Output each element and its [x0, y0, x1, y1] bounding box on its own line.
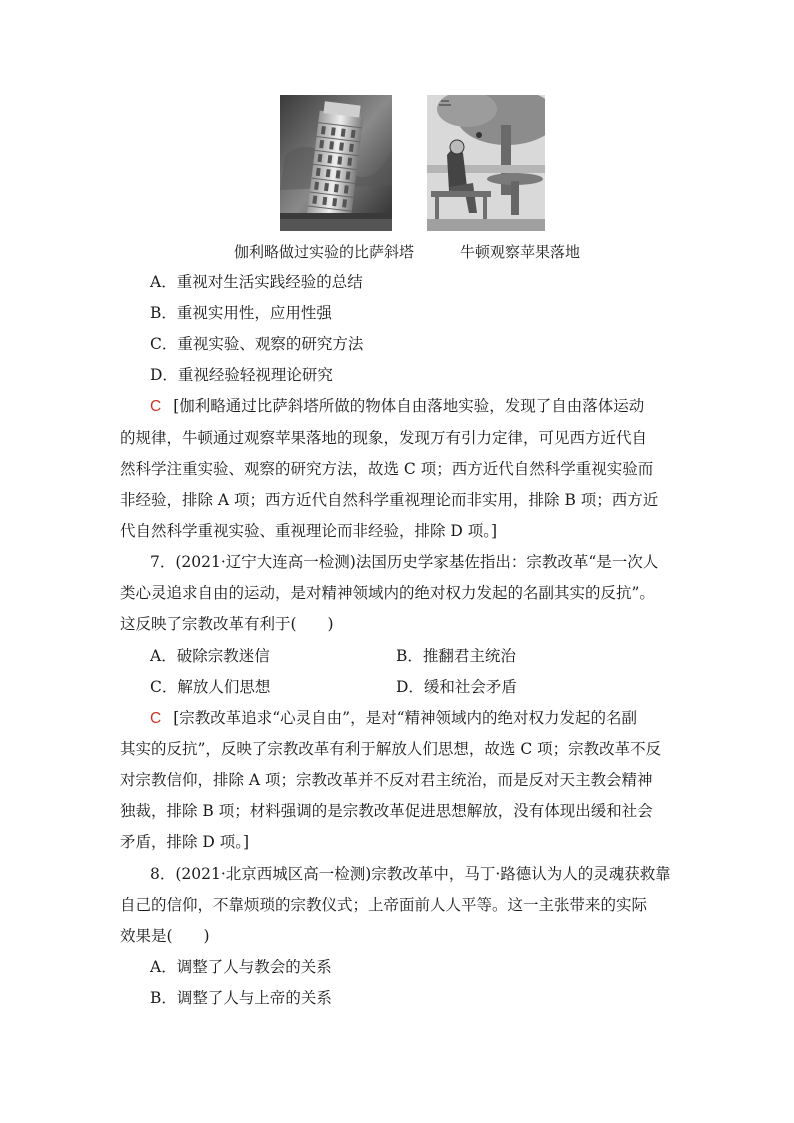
- q7-explanation-line-5: 矛盾，排除 D 项。]: [120, 833, 250, 851]
- q7-explanation-line-1: [宗教改革追求“心灵自由”，是对“精神领域内的绝对权力发起的名副: [173, 709, 638, 727]
- leaning-tower-of-pisa-photo: [280, 95, 392, 231]
- q8-option-b: B．调整了人与上帝的关系: [150, 989, 332, 1007]
- q8-stem-line-2: 自己的信仰，不靠烦琐的宗教仪式；上帝面前人人平等。这一主张带来的实际: [120, 896, 648, 914]
- q6-explanation-line-3: 然科学注重实验、观察的研究方法，故选 C 项；西方近代自然科学重视实验而: [120, 460, 654, 478]
- q8-option-a: A．调整了人与教会的关系: [150, 958, 332, 976]
- q7-option-c: C．解放人们思想: [150, 678, 271, 696]
- q7-option-b: B．推翻君主统治: [396, 647, 516, 665]
- q6-option-c: C．重视实验、观察的研究方法: [150, 335, 364, 353]
- q6-option-d: D．重视经验轻视理论研究: [150, 366, 333, 384]
- q7-stem-line-3: 这反映了宗教改革有利于( ): [120, 615, 334, 633]
- q6-explanation-line-2: 的规律，牛顿通过观察苹果落地的现象，发现万有引力定律，可见西方近代自: [120, 429, 648, 447]
- q6-explanation-line-4: 非经验，排除 A 项；西方近代自然科学重视理论而非实用，排除 B 项；西方近: [120, 491, 659, 509]
- q6-option-b: B．重视实用性，应用性强: [150, 304, 332, 322]
- q6-explanation-line-5: 代自然科学重视实验、重视理论而非经验，排除 D 项。]: [120, 522, 498, 540]
- figure-caption-right: 牛顿观察苹果落地: [460, 243, 581, 261]
- q7-explanation-line-3: 对宗教信仰，排除 A 项；宗教改革并不反对君主统治，而是反对天主教会精神: [120, 771, 653, 789]
- q6-explanation-line-1: [伽利略通过比萨斜塔所做的物体自由落地实验，发现了自由落体运动: [173, 397, 645, 415]
- q8-stem-line-3: 效果是( ): [120, 927, 210, 945]
- q7-explanation-line-4: 独裁，排除 B 项；材料强调的是宗教改革促进思想解放，没有体现出缓和社会: [120, 802, 653, 820]
- q7-answer-line: [150, 708, 637, 729]
- q6-option-a: A．重视对生活实践经验的总结: [150, 273, 363, 291]
- q8-stem-line-1: 8．(2021·北京西城区高一检测)宗教改革中，马丁·路德认为人的灵魂获救靠: [150, 865, 671, 883]
- q7-option-d: D．缓和社会矛盾: [396, 678, 517, 696]
- q7-answer: C: [150, 710, 162, 727]
- q6-answer-line: [150, 396, 644, 417]
- q7-option-a: A．破除宗教迷信: [150, 647, 270, 665]
- figure-row: [280, 95, 550, 235]
- q7-stem-line-1: 7．(2021·辽宁大连高一检测)法国历史学家基佐指出：宗教改革“是一次人: [150, 553, 659, 571]
- newton-apple-illustration: [427, 95, 545, 231]
- figure-caption-left: 伽利略做过实验的比萨斜塔: [234, 243, 415, 261]
- q7-explanation-line-2: 其实的反抗”，反映了宗教改革有利于解放人们思想，故选 C 项；宗教改革不反: [120, 740, 662, 758]
- q7-stem-line-2: 类心灵追求自由的运动，是对精神领域内的绝对权力发起的名副其实的反抗”。: [120, 584, 655, 602]
- q6-answer: C: [150, 398, 162, 415]
